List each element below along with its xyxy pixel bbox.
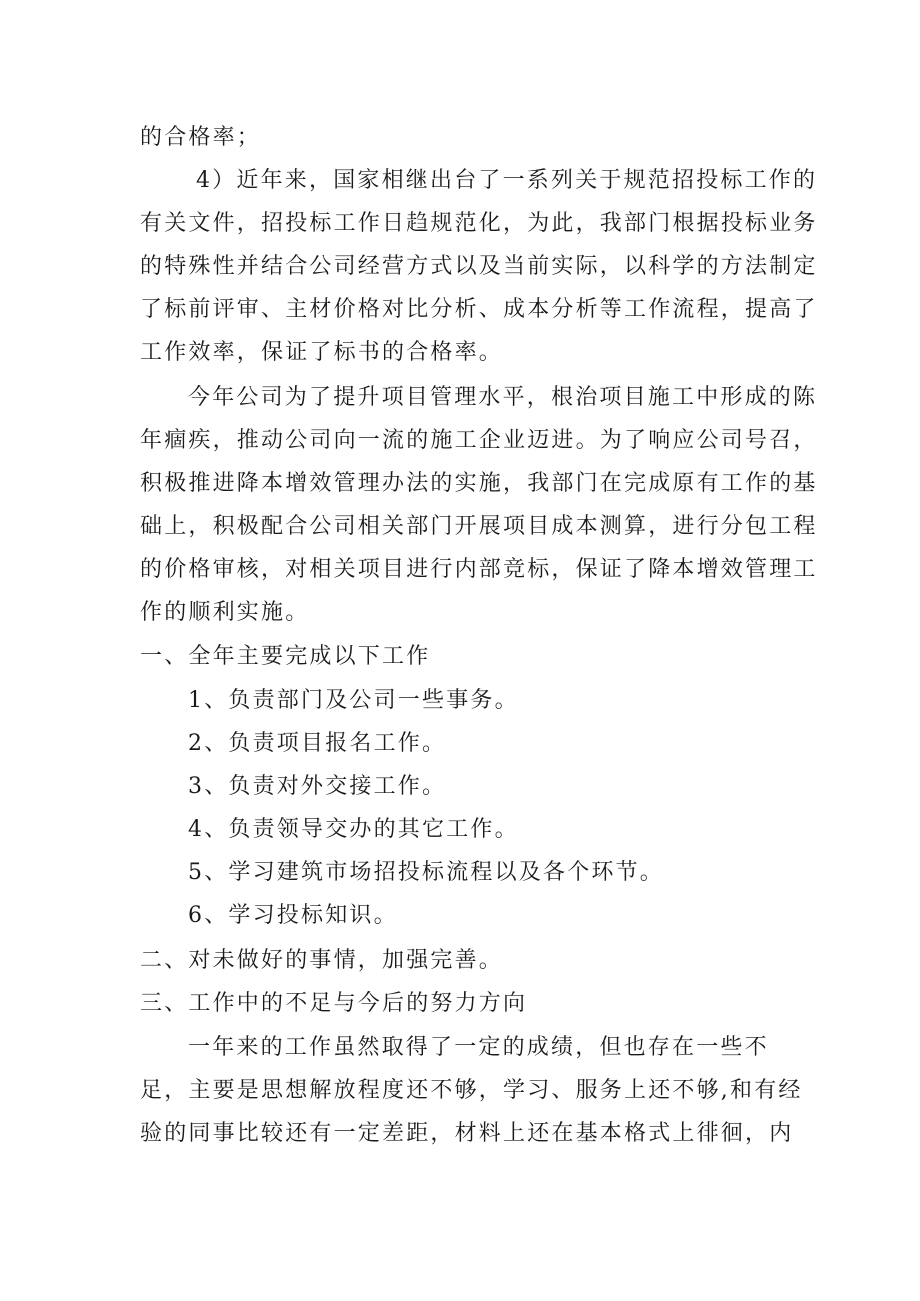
text-line: 的特殊性并结合公司经营方式以及当前实际，以科学的方法制定 xyxy=(140,254,818,279)
list-item: 5、学习建筑市场招投标流程以及各个环节。 xyxy=(188,860,664,885)
text-line: 础上，积极配合公司相关部门开展项目成本测算，进行分包工程 xyxy=(140,514,818,539)
list-item: 1、负责部门及公司一些事务。 xyxy=(188,688,519,713)
list-item: 4、负责领导交办的其它工作。 xyxy=(188,817,519,842)
list-item: 6、学习投标知识。 xyxy=(188,903,398,928)
text-line: 验的同事比较还有一定差距，材料上还在基本格式上徘徊，内 xyxy=(140,1121,794,1146)
text-line: 的合格率； xyxy=(140,125,262,150)
section-heading: 一、全年主要完成以下工作 xyxy=(140,644,431,669)
text-line: 今年公司为了提升项目管理水平，根治项目施工中形成的陈 xyxy=(188,385,818,410)
text-line: 了标前评审、主材价格对比分析、成本分析等工作流程，提高了 xyxy=(140,297,818,322)
text-line: 年痼疾，推动公司向一流的施工企业迈进。为了响应公司号召， xyxy=(140,428,818,453)
text-line: 有关文件，招投标工作日趋规范化，为此，我部门根据投标业务 xyxy=(140,211,818,236)
section-heading: 二、对未做好的事情，加强完善。 xyxy=(140,948,504,973)
section-heading: 三、工作中的不足与今后的努力方向 xyxy=(140,991,528,1016)
text-line: 4）近年来，国家相继出台了一系列关于规范招投标工作的 xyxy=(196,168,818,193)
text-line: 足，主要是思想解放程度还不够，学习、服务上还不够,和有经 xyxy=(140,1078,803,1103)
text-line: 的价格审核，对相关项目进行内部竞标，保证了降本增效管理工 xyxy=(140,557,818,582)
text-line: 作的顺利实施。 xyxy=(140,600,310,625)
list-item: 3、负责对外交接工作。 xyxy=(188,774,447,799)
text-line: 工作效率，保证了标书的合格率。 xyxy=(140,340,504,365)
text-line: 积极推进降本增效管理办法的实施，我部门在完成原有工作的基 xyxy=(140,471,818,496)
list-item: 2、负责项目报名工作。 xyxy=(188,731,447,756)
text-line: 一年来的工作虽然取得了一定的成绩，但也存在一些不 xyxy=(188,1035,769,1060)
